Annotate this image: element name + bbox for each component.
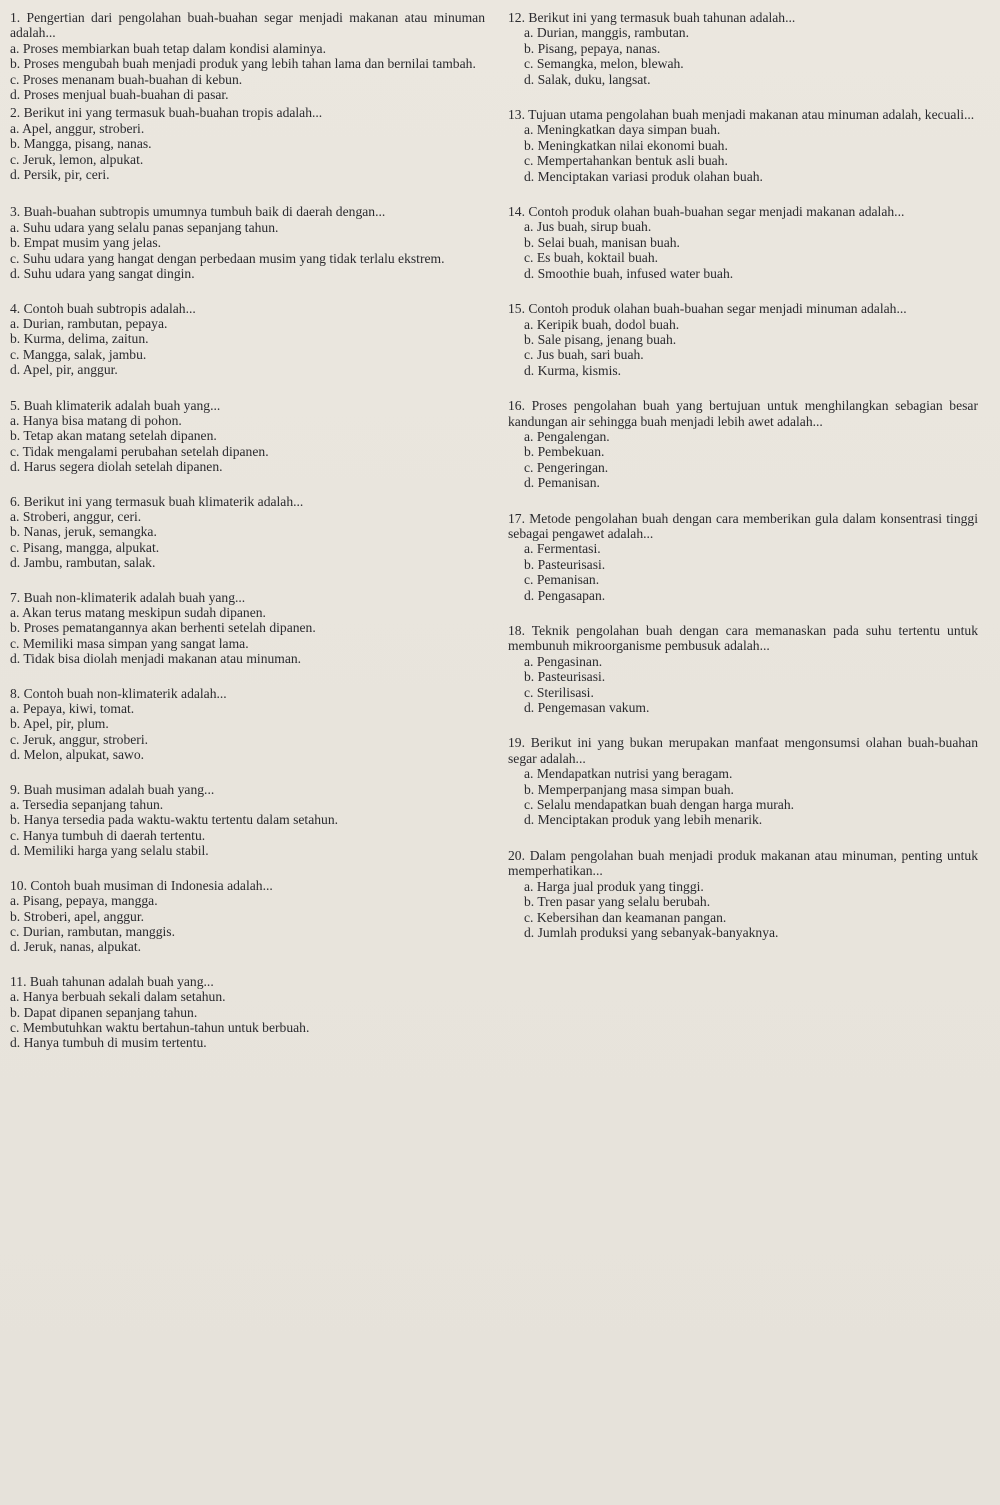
question-stem: 11. Buah tahunan adalah buah yang... (10, 973, 214, 989)
question-1 (10, 10, 485, 102)
option-a: a. Mendapatkan nutrisi yang beragam. (524, 766, 733, 782)
option-a: a. Apel, anggur, stroberi. (10, 120, 145, 136)
option-d: d. Salak, duku, langsat. (524, 71, 651, 87)
option-c: c. Mempertahankan bentuk asli buah. (524, 153, 728, 169)
option-c: c. Jeruk, anggur, stroberi. (10, 731, 148, 747)
option-a: a. Stroberi, anggur, ceri. (10, 508, 142, 524)
option-a: a. Pengasinan. (524, 653, 603, 669)
question-19 (508, 735, 978, 827)
question-11 (10, 974, 485, 1051)
question-2 (10, 105, 485, 182)
question-20 (508, 848, 978, 940)
option-b: b. Meningkatkan nilai ekonomi buah. (524, 137, 728, 153)
option-b: b. Pembekuan. (524, 444, 605, 460)
option-a: a. Fermentasi. (524, 541, 601, 557)
option-d: d. Hanya tumbuh di musim tertentu. (10, 1035, 207, 1051)
question-18 (508, 623, 978, 715)
question-9 (10, 782, 485, 859)
option-b: b. Apel, pir, plum. (10, 716, 109, 732)
option-d: d. Persik, pir, ceri. (10, 167, 110, 183)
right-column (508, 10, 978, 940)
option-c: c. Kebersihan dan keamanan pangan. (524, 909, 727, 925)
option-c: c. Jus buah, sari buah. (524, 347, 644, 363)
question-5 (10, 398, 485, 475)
option-d: d. Pemanisan. (524, 475, 600, 491)
option-a: a. Keripik buah, dodol buah. (524, 316, 680, 332)
option-b: b. Proses pematangannya akan berhenti setelah dipanen. (10, 620, 316, 636)
option-b: b. Pisang, pepaya, nanas. (524, 40, 661, 56)
option-a: a. Hanya berbuah sekali dalam setahun. (10, 989, 226, 1005)
option-b: b. Pasteurisasi. (524, 669, 606, 685)
question-stem: 18. Teknik pengolahan buah dengan cara memanaskan pada suhu tertentu untuk membunuh mikroorganisme pembusuk adalah... (508, 623, 978, 654)
option-b: b. Hanya tersedia pada waktu-waktu tertentu dalam setahun. (10, 812, 339, 828)
option-b: b. Nanas, jeruk, semangka. (10, 524, 157, 540)
option-c: c. Semangka, melon, blewah. (524, 56, 684, 72)
question-stem: 12. Berikut ini yang termasuk buah tahunan adalah... (508, 10, 796, 25)
question-15 (508, 301, 978, 378)
question-stem: 10. Contoh buah musiman di Indonesia adalah... (10, 877, 273, 893)
option-b: b. Pasteurisasi. (524, 556, 606, 572)
option-c: c. Pisang, mangga, alpukat. (10, 539, 160, 555)
option-c: c. Memiliki masa simpan yang sangat lama. (10, 635, 249, 651)
question-12 (508, 10, 978, 87)
question-stem: 9. Buah musiman adalah buah yang... (10, 781, 215, 797)
option-a: a. Proses membiarkan buah tetap dalam kondisi alaminya. (10, 40, 326, 56)
question-17 (508, 511, 978, 603)
question-stem: 4. Contoh buah subtropis adalah... (10, 300, 196, 316)
option-c: c. Suhu udara yang hangat dengan perbedaan musim yang tidak terlalu ekstrem. (10, 250, 445, 266)
option-a: a. Durian, rambutan, pepaya. (10, 315, 168, 331)
option-a: a. Suhu udara yang selalu panas sepanjang tahun. (10, 219, 279, 235)
option-c: c. Tidak mengalami perubahan setelah dipanen. (10, 443, 269, 459)
option-d: d. Suhu udara yang sangat dingin. (10, 266, 195, 282)
option-c: c. Selalu mendapatkan buah dengan harga murah. (524, 797, 795, 813)
option-b: b. Dapat dipanen sepanjang tahun. (10, 1004, 198, 1020)
question-stem: 13. Tujuan utama pengolahan buah menjadi makanan atau minuman adalah, kecuali... (508, 107, 975, 123)
option-d: d. Tidak bisa diolah menjadi makanan atau minuman. (10, 651, 302, 667)
question-6 (10, 494, 485, 571)
option-a: a. Pepaya, kiwi, tomat. (10, 701, 135, 717)
question-stem: 15. Contoh produk olahan buah-buahan segar menjadi minuman adalah... (508, 301, 907, 317)
option-a: a. Pengalengan. (524, 428, 610, 444)
option-d: d. Smoothie buah, infused water buah. (524, 265, 734, 281)
option-d: d. Kurma, kismis. (524, 362, 622, 378)
option-b: b. Stroberi, apel, anggur. (10, 908, 145, 924)
question-stem: 6. Berikut ini yang termasuk buah klimaterik adalah... (10, 493, 304, 509)
option-a: a. Durian, manggis, rambutan. (524, 25, 689, 41)
option-c: c. Durian, rambutan, manggis. (10, 923, 175, 939)
question-stem: 8. Contoh buah non-klimaterik adalah... (10, 685, 227, 701)
option-d: d. Menciptakan variasi produk olahan buah. (524, 168, 763, 184)
question-3 (10, 204, 485, 281)
option-d: d. Apel, pir, anggur. (10, 362, 118, 378)
question-10 (10, 878, 485, 955)
question-stem: 7. Buah non-klimaterik adalah buah yang... (10, 589, 246, 605)
option-b: b. Empat musim yang jelas. (10, 235, 162, 251)
question-14 (508, 204, 978, 281)
question-stem: 5. Buah klimaterik adalah buah yang... (10, 397, 221, 413)
option-b: b. Selai buah, manisan buah. (524, 234, 680, 250)
option-c: c. Jeruk, lemon, alpukat. (10, 151, 144, 167)
option-a: a. Akan terus matang meskipun sudah dipanen. (10, 605, 266, 620)
question-8 (10, 686, 485, 763)
option-c: c. Pemanisan. (524, 572, 600, 588)
option-c: c. Hanya tumbuh di daerah tertentu. (10, 827, 206, 843)
option-d: d. Menciptakan produk yang lebih menarik. (524, 812, 763, 828)
option-b: b. Sale pisang, jenang buah. (524, 331, 677, 347)
option-d: d. Memiliki harga yang selalu stabil. (10, 843, 209, 859)
question-4 (10, 301, 485, 378)
question-stem: 2. Berikut ini yang termasuk buah-buahan tropis adalah... (10, 105, 323, 121)
option-b: b. Tetap akan matang setelah dipanen. (10, 428, 217, 444)
question-16 (508, 398, 978, 490)
option-c: c. Es buah, koktail buah. (524, 250, 659, 266)
left-column (10, 10, 485, 1051)
option-b: b. Tren pasar yang selalu berubah. (524, 894, 711, 910)
question-stem: 3. Buah-buahan subtropis umumnya tumbuh baik di daerah dengan... (10, 204, 386, 220)
question-13 (508, 107, 978, 184)
option-b: b. Mangga, pisang, nanas. (10, 136, 152, 152)
option-d: d. Jeruk, nanas, alpukat. (10, 939, 141, 955)
option-b: b. Memperpanjang masa simpan buah. (524, 781, 734, 797)
option-d: d. Jambu, rambutan, salak. (10, 555, 156, 571)
option-d: d. Melon, alpukat, sawo. (10, 747, 145, 763)
option-a: a. Hanya bisa matang di pohon. (10, 412, 182, 428)
option-a: a. Harga jual produk yang tinggi. (524, 878, 704, 894)
option-b: b. Kurma, delima, zaitun. (10, 331, 149, 347)
option-c: c. Mangga, salak, jambu. (10, 346, 147, 362)
option-a: a. Tersedia sepanjang tahun. (10, 797, 164, 813)
question-stem: 14. Contoh produk olahan buah-buahan segar menjadi makanan adalah... (508, 204, 905, 220)
question-stem: 20. Dalam pengolahan buah menjadi produk makanan atau minuman, penting untuk memperhatikan... (508, 847, 978, 879)
option-d: d. Jumlah produksi yang sebanyak-banyaknya. (524, 924, 779, 940)
question-7 (10, 590, 485, 667)
option-c: c. Proses menanam buah-buahan di kebun. (10, 71, 243, 87)
option-d: d. Proses menjual buah-buahan di pasar. (10, 87, 229, 103)
question-stem: 17. Metode pengolahan buah dengan cara memberikan gula dalam konsentrasi tinggi sebagai pengawet adalah... (508, 510, 978, 541)
option-a: a. Meningkatkan daya simpan buah. (524, 122, 721, 138)
question-stem: 19. Berikut ini yang bukan merupakan manfaat mengonsumsi olahan buah-buahan segar adalah... (508, 735, 978, 766)
option-d: d. Pengemasan vakum. (524, 700, 650, 716)
option-a: a. Pisang, pepaya, mangga. (10, 893, 158, 909)
option-c: c. Pengeringan. (524, 459, 609, 475)
option-c: c. Sterilisasi. (524, 684, 594, 700)
option-b: b. Proses mengubah buah menjadi produk yang lebih tahan lama dan bernilai tambah. (10, 56, 476, 72)
option-c: c. Membutuhkan waktu bertahun-tahun untuk berbuah. (10, 1019, 310, 1035)
question-stem: 1. Pengertian dari pengolahan buah-buahan segar menjadi makanan atau minuman adalah... (10, 10, 485, 41)
option-d: d. Pengasapan. (524, 587, 606, 603)
option-a: a. Jus buah, sirup buah. (524, 219, 652, 235)
option-d: d. Harus segera diolah setelah dipanen. (10, 459, 223, 475)
question-stem: 16. Proses pengolahan buah yang bertujuan untuk menghilangkan sebagian besar kandungan air sehingga buah menjadi lebih awet adalah... (508, 398, 978, 429)
